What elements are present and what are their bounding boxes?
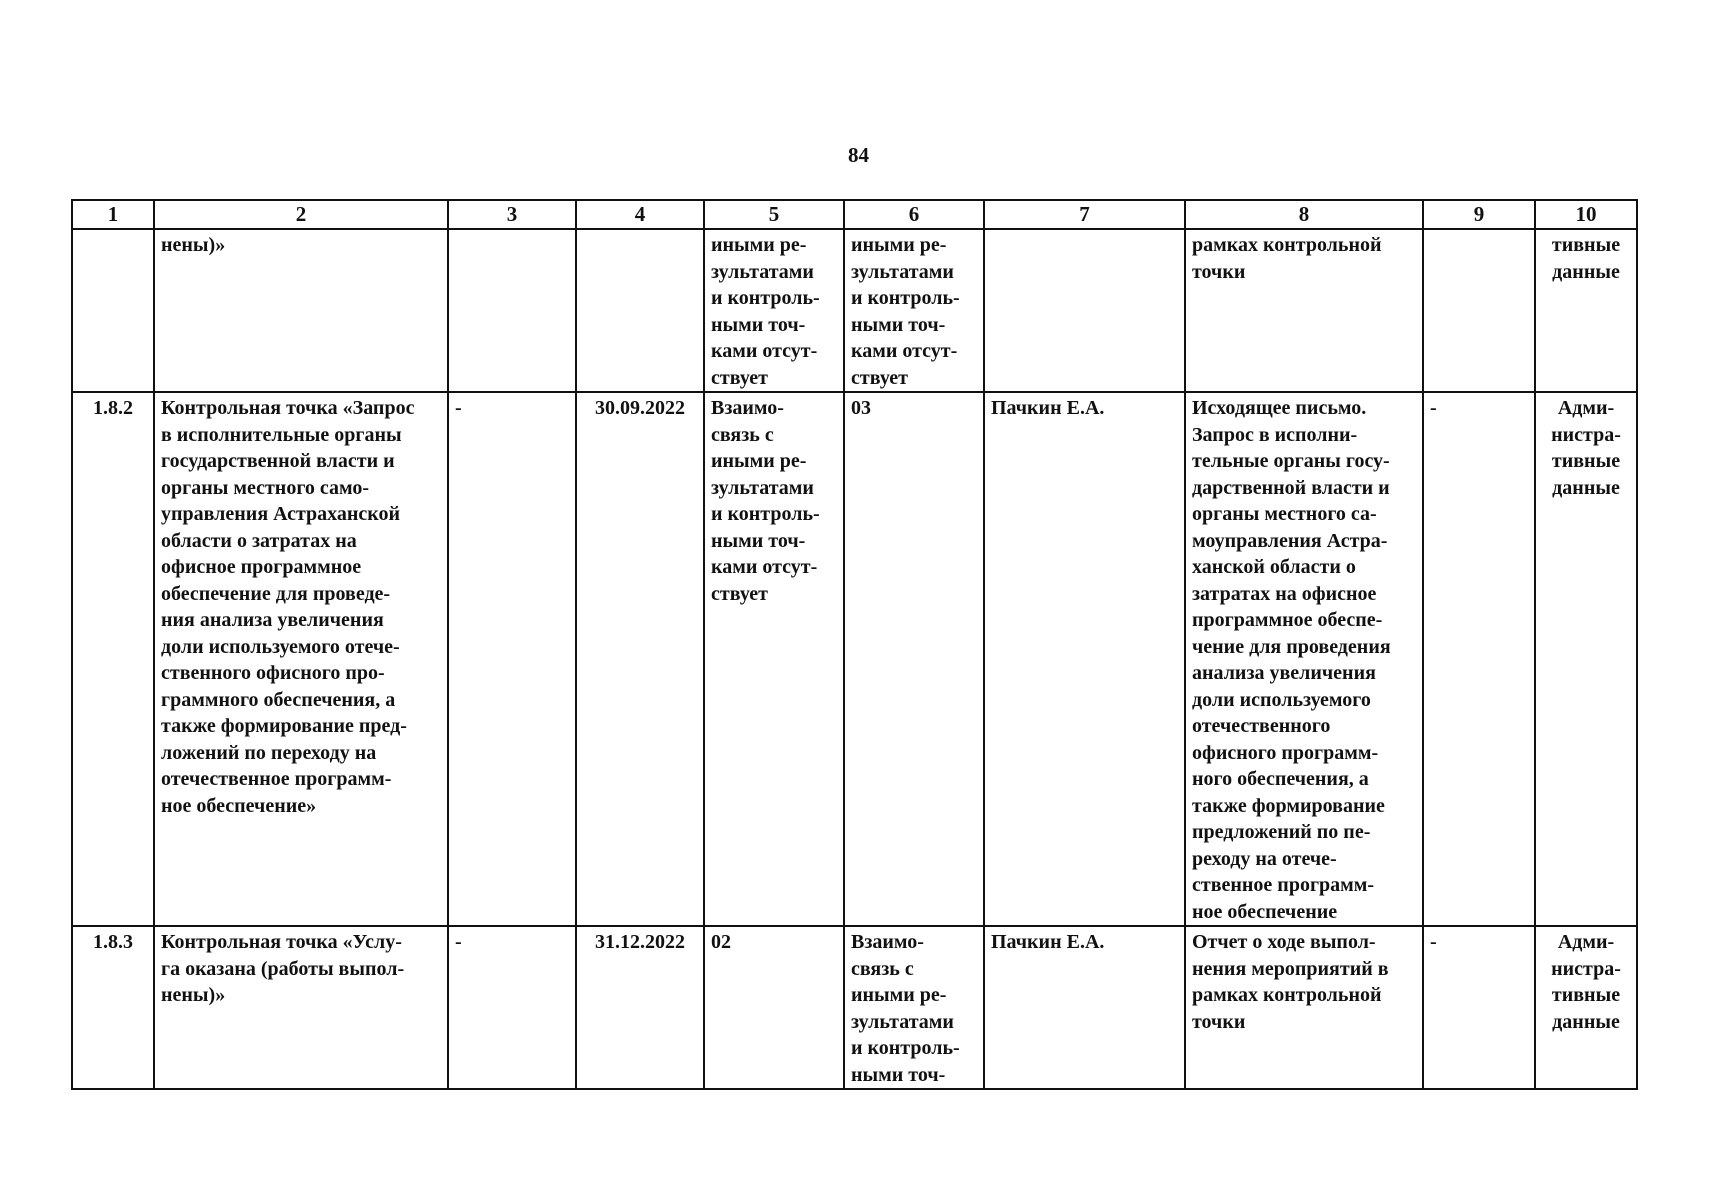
document-cell: Исходящее письмо. Запрос в исполни- тельные органы госу- дарственной власти и органы местного са- моуправления Астра- ханской области о затратах на офисное программное обеспе- чение для проведения анализа увеличения доли используемого отечественного офисного программ- ного обеспечения, а также формирование предложений по пе- реходу на отече- ственное программ- ное обеспечение [1185, 392, 1423, 926]
column-header-8: 8 [1185, 200, 1423, 229]
column-header-1: 1 [72, 200, 154, 229]
relation-cell-6: 03 [844, 392, 984, 926]
relation-cell-6: иными ре- зультатами и контроль- ными точ- ками отсут- ствует [844, 229, 984, 392]
page-number: 84 [848, 143, 869, 167]
relation-cell-5: 02 [704, 926, 844, 1089]
document-cell: Отчет о ходе выпол- нения мероприятий в рамках контрольной точки [1185, 926, 1423, 1089]
relation-cell-5: иными ре- зультатами и контроль- ными точ- ками отсут- ствует [704, 229, 844, 392]
column-header-5: 5 [704, 200, 844, 229]
column-header-9: 9 [1423, 200, 1535, 229]
cell-9: - [1423, 392, 1535, 926]
name-cell: Контрольная точка «Запрос в исполнительные органы государственной власти и органы местного само- управления Астраханской области о затратах на офисное программное обеспечение для проведе- ния анализа увеличения доли используемого отече- ственного офисного про- граммного обеспечения, а также формирование пред- ложений по переходу на отечественное программ- ное обеспечение» [154, 392, 448, 926]
responsible-cell [984, 229, 1185, 392]
row-number-cell: 1.8.3 [72, 926, 154, 1089]
responsible-cell: Пачкин Е.А. [984, 926, 1185, 1089]
column-header-2: 2 [154, 200, 448, 229]
column-header-7: 7 [984, 200, 1185, 229]
date-cell: 30.09.2022 [576, 392, 704, 926]
cell-3 [448, 229, 576, 392]
date-cell [576, 229, 704, 392]
header-row [72, 200, 1637, 229]
table-row [72, 926, 1637, 1089]
cell-9 [1423, 229, 1535, 392]
relation-cell-5: Взаимо- связь с иными ре- зультатами и контроль- ными точ- ками отсут- ствует [704, 392, 844, 926]
control-points-table [71, 199, 1638, 1090]
column-header-4: 4 [576, 200, 704, 229]
data-type-cell: Адми- нистра- тивные данные [1535, 926, 1637, 1089]
data-type-cell: тивные данные [1535, 229, 1637, 392]
table-row [72, 229, 1637, 392]
responsible-cell: Пачкин Е.А. [984, 392, 1185, 926]
column-header-10: 10 [1535, 200, 1637, 229]
cell-3: - [448, 392, 576, 926]
name-cell: Контрольная точка «Услу- га оказана (работы выпол- нены)» [154, 926, 448, 1089]
column-header-3: 3 [448, 200, 576, 229]
row-number-cell: 1.8.2 [72, 392, 154, 926]
column-header-6: 6 [844, 200, 984, 229]
name-cell: нены)» [154, 229, 448, 392]
cell-3: - [448, 926, 576, 1089]
document-cell: рамках контрольной точки [1185, 229, 1423, 392]
relation-cell-6: Взаимо- связь с иными ре- зультатами и контроль- ными точ- [844, 926, 984, 1089]
data-type-cell: Адми- нистра- тивные данные [1535, 392, 1637, 926]
table-row [72, 392, 1637, 926]
date-cell: 31.12.2022 [576, 926, 704, 1089]
cell-9: - [1423, 926, 1535, 1089]
row-number-cell [72, 229, 154, 392]
